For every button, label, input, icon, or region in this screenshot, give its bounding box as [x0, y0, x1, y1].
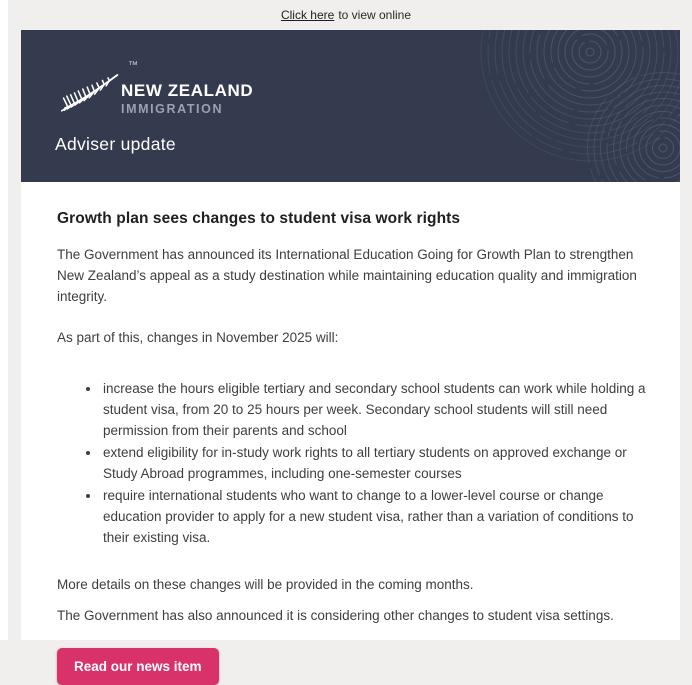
article-paragraph-1: The Government has announced its International Education Going for Growth Plan to strengthen New Zealand’s appeal as a study destination while maintaining education quality and immigration integrity. [57, 247, 637, 304]
email-card [21, 30, 680, 674]
article-heading: Growth plan sees changes to student visa work rights [57, 210, 461, 227]
list-item: • increase the hours eligible tertiary and secondary school students can work while holding a student visa, from 20 to 25 hours per week. Secondary school students will still need permission from their parents and school [101, 378, 648, 441]
view-online-text: to view online [338, 8, 412, 22]
page-left-gutter [0, 0, 8, 640]
list-item: • extend eligibility for in-study work rights to all tertiary students on approved exchange or Study Abroad programmes, including one-semester courses [101, 442, 648, 484]
brand-subname: IMMIGRATION [121, 102, 224, 116]
article-paragraph-3: More details on these changes will be provided in the coming months. [57, 577, 474, 592]
article-paragraph-4: The Government has also announced it is considering other changes to student visa settings. [57, 608, 614, 623]
brand-logo-text [121, 82, 253, 116]
view-online-link[interactable]: Click here [280, 8, 335, 22]
list-item: • require international students who want to change to a lower-level course or change education provider to apply for a new student visa, rather than a variation of conditions to their existing visa. [101, 485, 648, 548]
header-banner [21, 30, 680, 182]
koru-spiral-pattern-icon [380, 30, 680, 182]
newsletter-title: Adviser update [55, 134, 176, 154]
changes-bullet-list [57, 378, 648, 548]
brand-name: NEW ZEALAND [121, 81, 254, 100]
view-online-bar [0, 0, 692, 30]
article-paragraph-2: As part of this, changes in November 2025 will: [57, 330, 339, 345]
fern-logo-icon [61, 64, 125, 118]
read-news-button[interactable]: Read our news item [57, 648, 219, 685]
article-body [21, 182, 680, 685]
trademark-symbol: ™ [128, 60, 138, 71]
